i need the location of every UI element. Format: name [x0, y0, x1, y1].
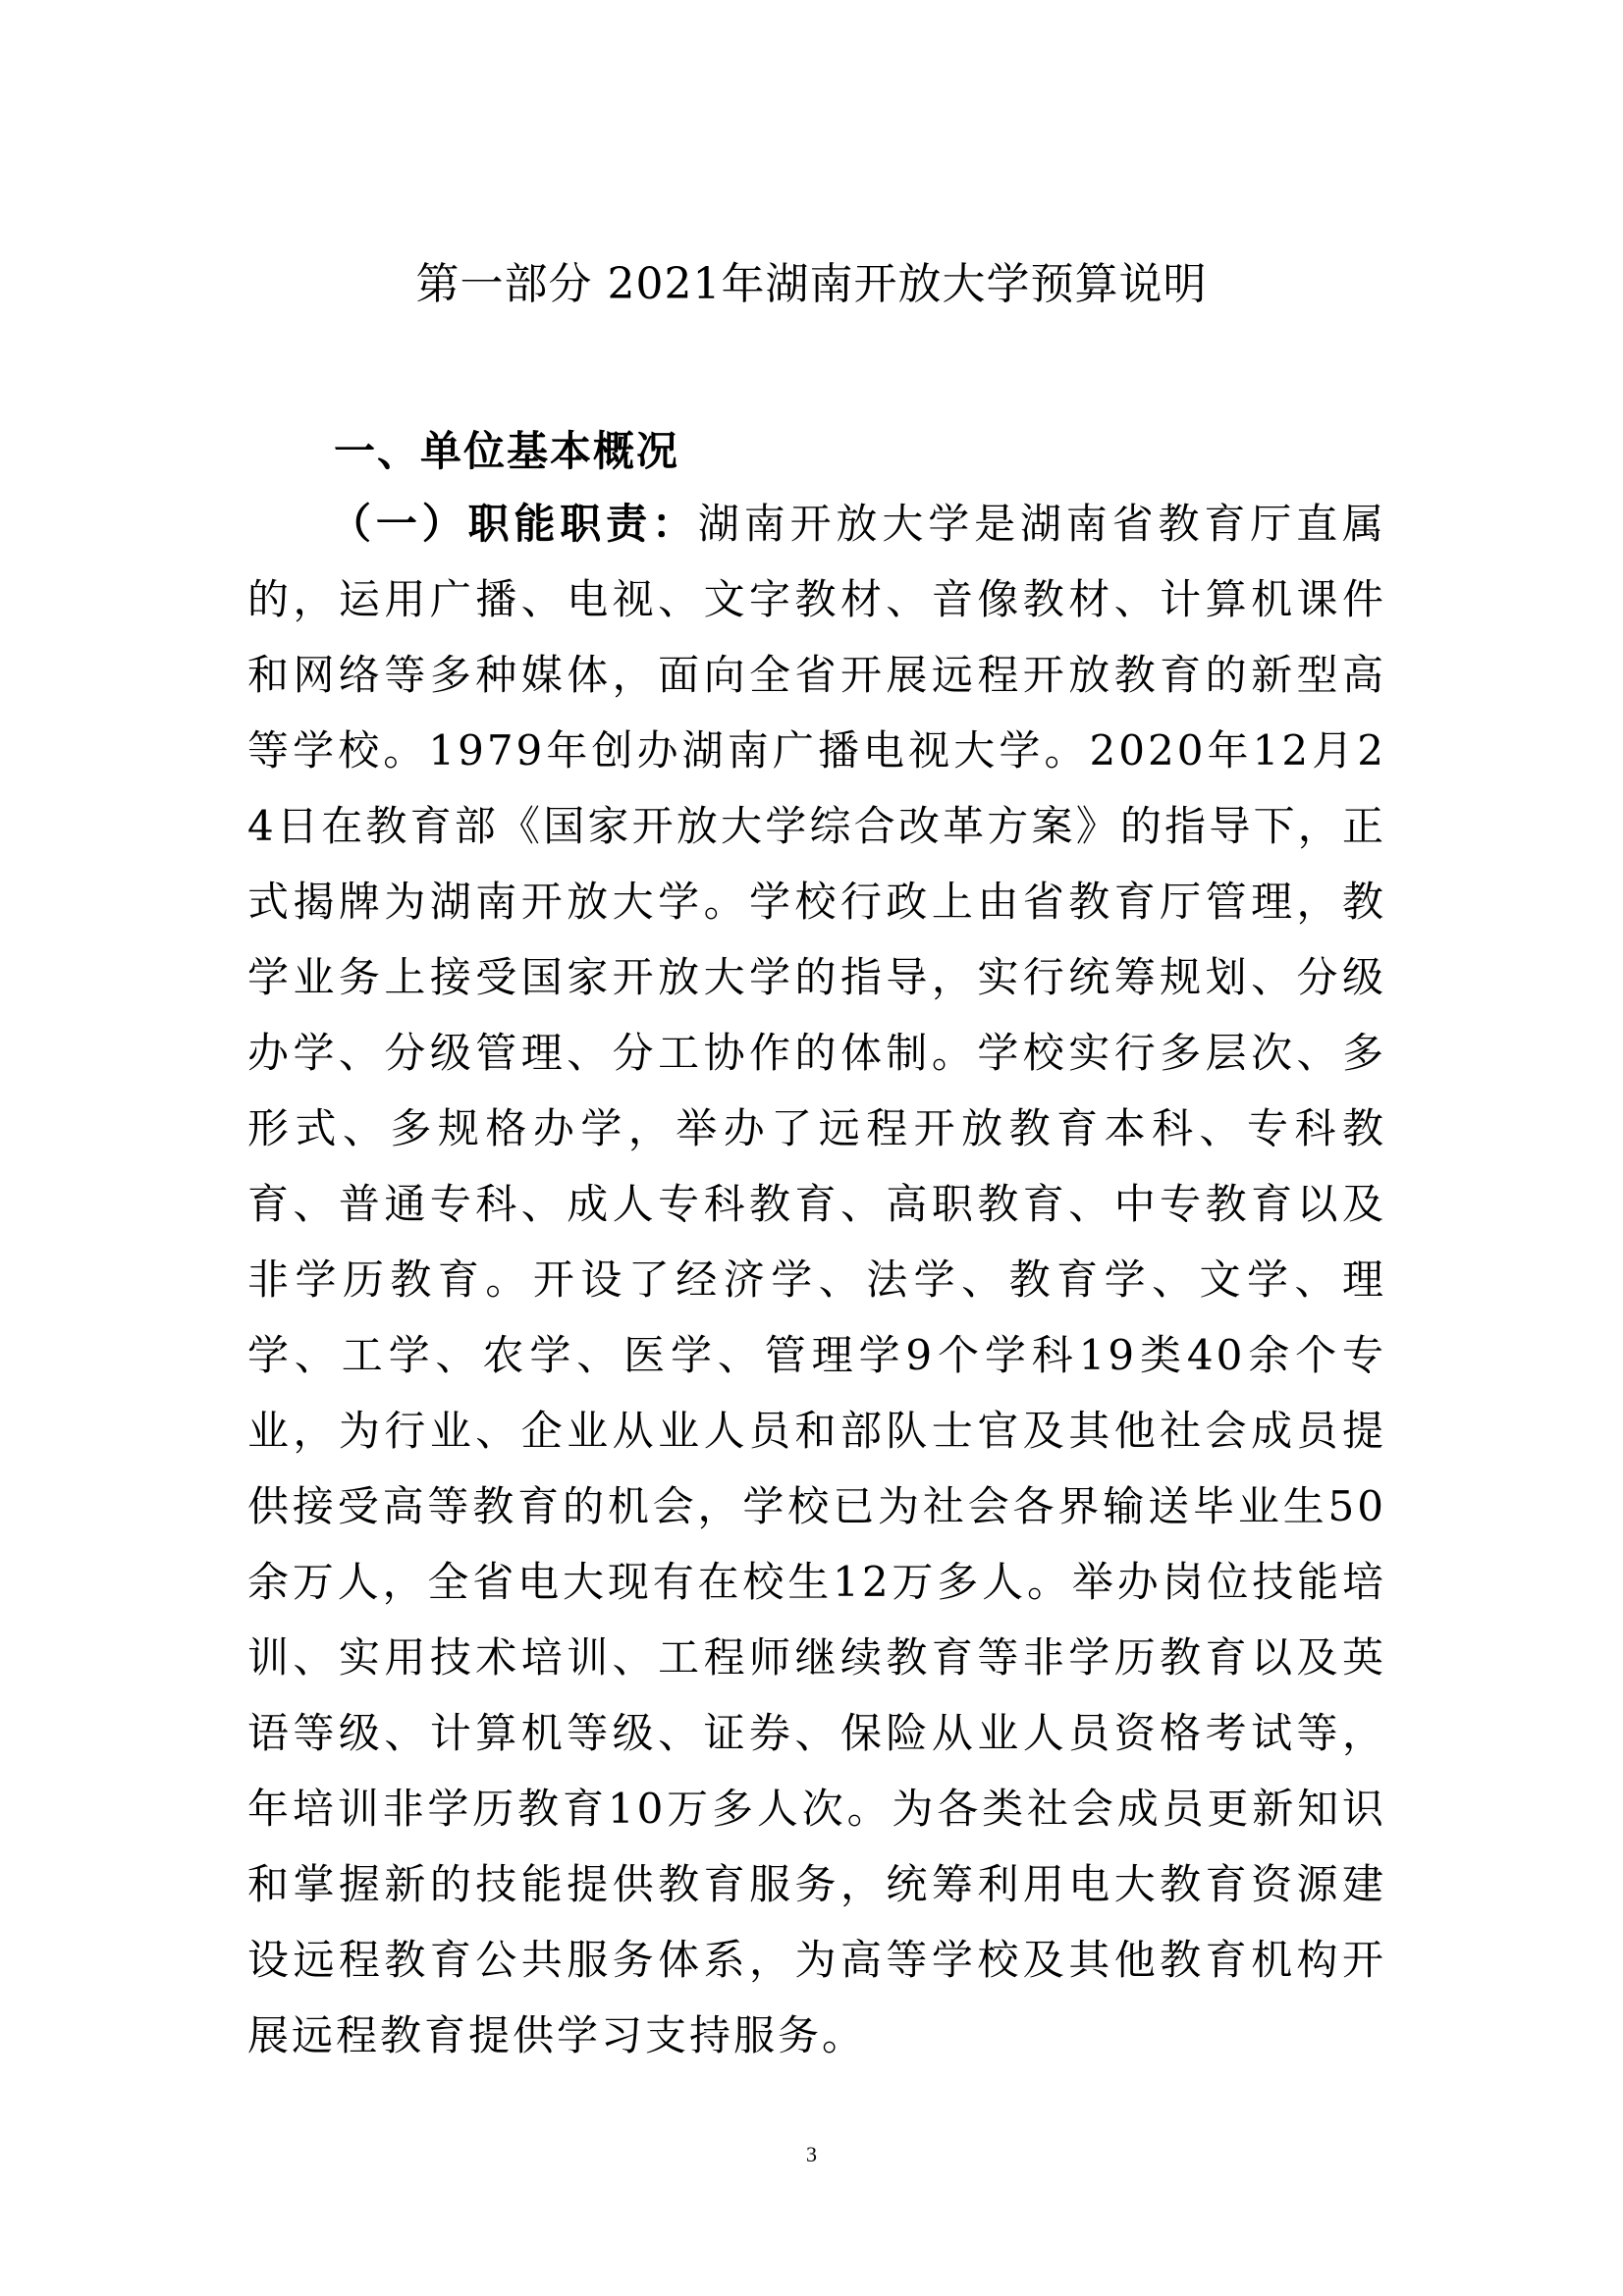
paragraph-text: 湖南开放大学是湖南省教育厅直属的，运用广播、电视、文字教材、音像教材、计算机课件和网络等多种媒体，面向全省开展远程开放教育的新型高等学校。1979年创办湖南广播电视大学。2020年12月24日在教育部《国家开放大学综合改革方案》的指导下，正式揭牌为湖南开放大学。学校行政上由省教育厅管理，教学业务上接受国家开放大学的指导，实行统筹规划、分级办学、分级管理、分工协作的体制。学校实行多层次、多形式、多规格办学，举办了远程开放教育本科、专科教育、普通专科、成人专科教育、高职教育、中专教育以及非学历教育。开设了经济学、法学、教育学、文学、理学、工学、农学、医学、管理学9个学科19类40余个专业，为行业、企业从业人员和部队士官及其他社会成员提供接受高等教育的机会，学校已为社会各界输送毕业生50余万人，全省电大现有在校生12万多人。举办岗位技能培训、实用技术培训、工程师继续教育等非学历教育以及英语等级、计算机等级、证券、保险从业人员资格考试等，年培训非学历教育10万多人次。为各类社会成员更新知识和掌握新的技能提供教育服务，统筹利用电大教育资源建设远程教育公共服务体系，为高等学校及其他教育机构开展远程教育提供学习支持服务。 [247, 500, 1386, 2059]
page-number: 3 [806, 2142, 817, 2166]
document-title: 第一部分 2021年湖南开放大学预算说明 [415, 259, 1208, 309]
section-heading: 一、单位基本概况 [334, 427, 680, 475]
paragraph-lead-label: （一）职能职责： [330, 500, 698, 548]
body-paragraph [247, 486, 1386, 2073]
